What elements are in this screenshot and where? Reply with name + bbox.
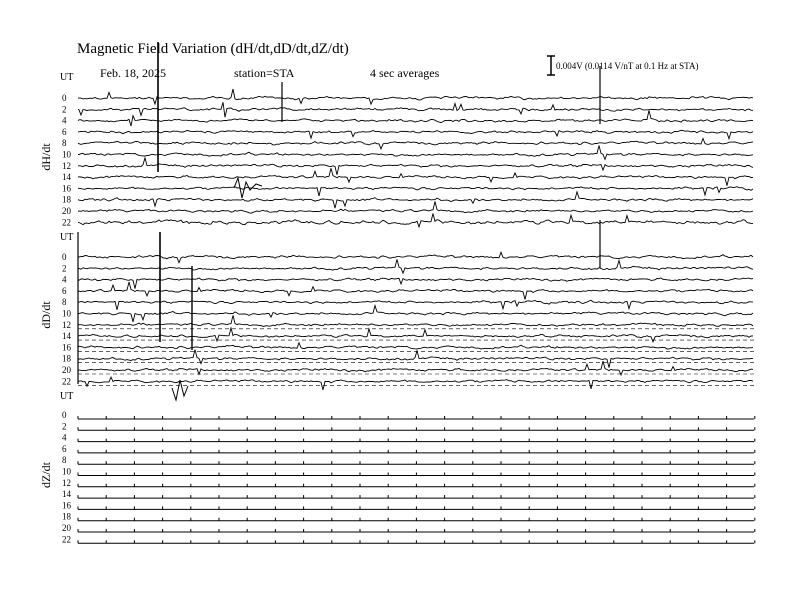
hour-label-0: 0 bbox=[62, 252, 67, 262]
hour-label-20: 20 bbox=[62, 206, 71, 216]
trace-16 bbox=[78, 343, 753, 349]
hour-label-10: 10 bbox=[62, 308, 71, 319]
hour-label-22: 22 bbox=[62, 217, 71, 228]
hour-label-14: 14 bbox=[62, 172, 71, 183]
trace-16 bbox=[78, 187, 753, 196]
trace-6 bbox=[78, 282, 753, 300]
hour-label-2: 2 bbox=[62, 263, 67, 274]
station-label: station=STA bbox=[234, 66, 295, 80]
trace-2 bbox=[78, 102, 753, 117]
hour-label-16: 16 bbox=[62, 500, 71, 511]
ut-label: UT bbox=[60, 232, 74, 243]
hour-label-16: 16 bbox=[62, 342, 71, 353]
hour-label-12: 12 bbox=[62, 160, 71, 171]
hour-label-6: 6 bbox=[62, 126, 67, 137]
hour-label-4: 4 bbox=[62, 274, 67, 285]
hour-label-8: 8 bbox=[62, 455, 67, 466]
scale-bar bbox=[547, 56, 698, 75]
hour-label-0: 0 bbox=[62, 93, 67, 103]
trace-6 bbox=[78, 130, 753, 139]
trace-4 bbox=[78, 278, 753, 289]
hour-label-14: 14 bbox=[62, 489, 71, 500]
component-label: dZ/dt bbox=[39, 462, 53, 488]
trace-10 bbox=[78, 306, 753, 322]
hour-label-4: 4 bbox=[62, 432, 67, 443]
hour-label-22: 22 bbox=[62, 534, 71, 545]
hour-label-16: 16 bbox=[62, 183, 71, 194]
trace-20 bbox=[78, 361, 753, 375]
hour-label-12: 12 bbox=[62, 319, 71, 330]
hour-label-18: 18 bbox=[62, 353, 71, 364]
ut-label: UT bbox=[60, 391, 74, 402]
disturbance-dD-22 bbox=[172, 380, 188, 400]
trace-20 bbox=[78, 202, 753, 214]
hour-label-14: 14 bbox=[62, 331, 71, 342]
hour-label-8: 8 bbox=[62, 138, 67, 149]
hour-label-12: 12 bbox=[62, 477, 71, 488]
hour-label-10: 10 bbox=[62, 466, 71, 477]
trace-8 bbox=[78, 300, 753, 310]
scale-bar-label: 0.004V (0.0114 V/nT at 0.1 Hz at STA) bbox=[556, 61, 699, 71]
trace-8 bbox=[78, 139, 753, 149]
hour-label-6: 6 bbox=[62, 443, 67, 454]
averaging-label: 4 sec averages bbox=[370, 66, 440, 80]
hour-label-2: 2 bbox=[62, 421, 67, 432]
hour-label-2: 2 bbox=[62, 104, 67, 115]
trace-12 bbox=[78, 158, 753, 175]
hour-label-4: 4 bbox=[62, 115, 67, 126]
trace-14 bbox=[78, 328, 753, 342]
trace-10 bbox=[78, 146, 753, 160]
hour-label-8: 8 bbox=[62, 297, 67, 308]
panel-dZ-dt bbox=[39, 391, 755, 544]
hour-label-6: 6 bbox=[62, 285, 67, 296]
ut-label: UT bbox=[60, 72, 74, 83]
hour-label-20: 20 bbox=[62, 523, 71, 533]
date-label: Feb. 18, 2025 bbox=[100, 66, 166, 80]
trace-4 bbox=[78, 110, 753, 126]
component-label: dH/dt bbox=[39, 143, 53, 171]
trace-18 bbox=[78, 350, 753, 368]
trace-12 bbox=[78, 315, 753, 326]
trace-0 bbox=[78, 252, 753, 262]
trace-0 bbox=[78, 89, 753, 104]
chart-title: Magnetic Field Variation (dH/dt,dD/dt,dZ/dt) bbox=[77, 41, 349, 57]
hour-label-20: 20 bbox=[62, 365, 71, 375]
panels bbox=[39, 42, 755, 544]
trace-14 bbox=[78, 168, 753, 186]
hour-label-10: 10 bbox=[62, 149, 71, 160]
trace-18 bbox=[78, 192, 753, 208]
component-label: dD/dt bbox=[39, 301, 53, 329]
hour-label-18: 18 bbox=[62, 194, 71, 205]
trace-22 bbox=[78, 214, 753, 228]
hour-label-18: 18 bbox=[62, 511, 71, 522]
hour-label-0: 0 bbox=[62, 410, 67, 420]
hour-label-22: 22 bbox=[62, 376, 71, 387]
panel-dD-dt bbox=[39, 220, 754, 400]
